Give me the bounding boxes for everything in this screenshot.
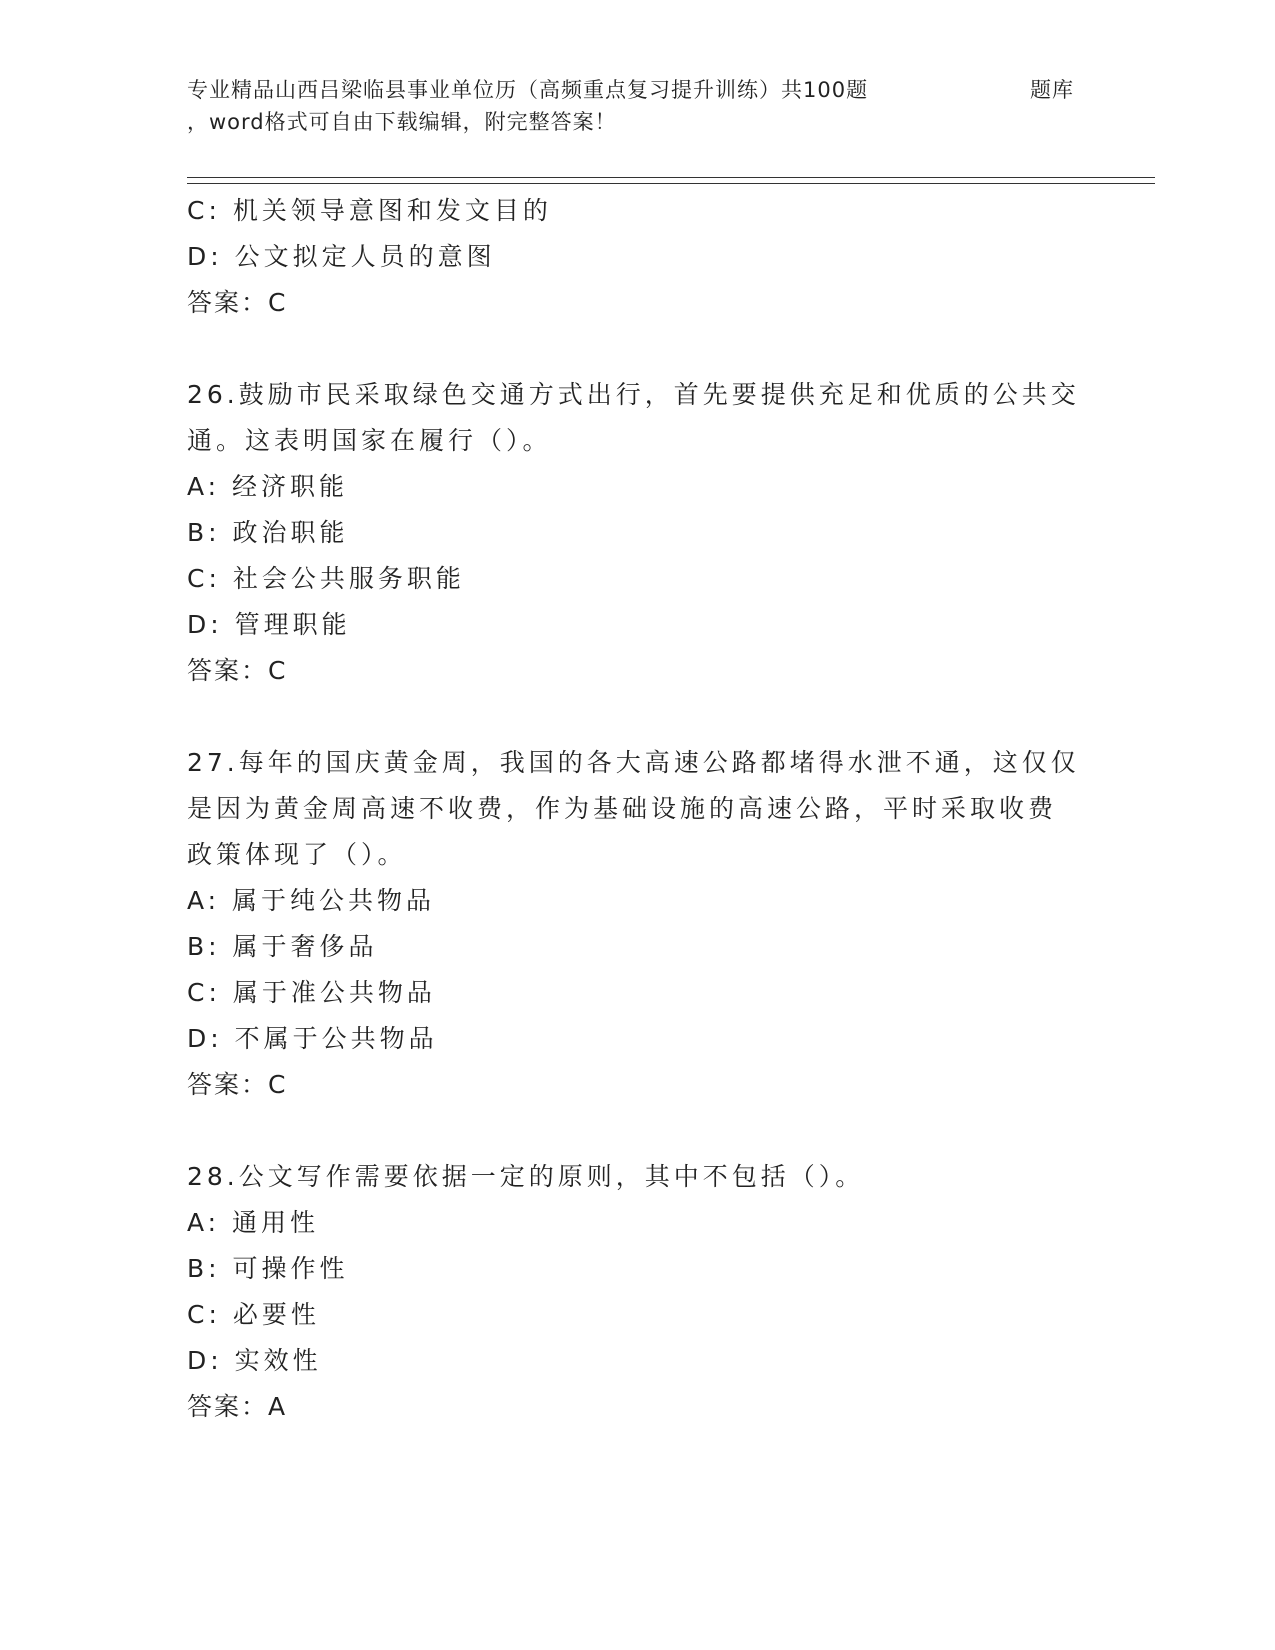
header-divider-top [187,177,1155,178]
question-stem-line: 是因为黄金周高速不收费，作为基础设施的高速公路，平时采取收费 [187,794,1058,823]
question-stem-line: 通。这表明国家在履行（）。 [187,426,552,455]
question-block-previous [187,188,1087,326]
answer-line: 答案：A [187,1392,288,1421]
option-c: C: 社会公共服务职能 [187,564,465,593]
option-b: B: 属于奢侈品 [187,932,378,961]
option-c: C: 必要性 [187,1300,320,1329]
question-stem-line: 27.每年的国庆黄金周，我国的各大高速公路都堵得水泄不通，这仅仅 [187,748,1080,777]
header-subtitle: ，word格式可自由下载编辑，附完整答案！ [187,110,617,134]
option-a: A: 通用性 [187,1208,320,1237]
header-title-line [187,74,1117,106]
answer-line: 答案：C [187,288,288,317]
question-list [187,188,1087,1430]
question-stem-line: 28.公文写作需要依据一定的原则，其中不包括（）。 [187,1162,865,1191]
answer-line: 答案：C [187,1070,288,1099]
spacer [187,1108,1087,1154]
option-c: C: 属于准公共物品 [187,978,436,1007]
option-b: B: 政治职能 [187,518,349,547]
option-d: D: 不属于公共物品 [187,1024,438,1053]
question-block-26 [187,372,1087,694]
header-title: 专业精品山西吕梁临县事业单位历（高频重点复习提升训练）共100题 [187,78,869,102]
header-title-suffix: 题库 [1030,78,1074,102]
option-d: D: 实效性 [187,1346,322,1375]
spacer [187,326,1087,372]
option-d: D: 管理职能 [187,610,351,639]
question-block-28 [187,1154,1087,1430]
header-divider-bottom [187,183,1155,184]
spacer [187,694,1087,740]
page-header [187,74,1117,138]
answer-line: 答案：C [187,656,288,685]
option-b: B: 可操作性 [187,1254,349,1283]
question-stem-line: 26.鼓励市民采取绿色交通方式出行，首先要提供充足和优质的公共交 [187,380,1080,409]
option-d: D: 公文拟定人员的意图 [187,242,496,271]
question-stem-line: 政策体现了（）。 [187,840,407,869]
option-a: A: 属于纯公共物品 [187,886,436,915]
question-block-27 [187,740,1087,1108]
option-a: A: 经济职能 [187,472,349,501]
option-c: C: 机关领导意图和发文目的 [187,196,552,225]
